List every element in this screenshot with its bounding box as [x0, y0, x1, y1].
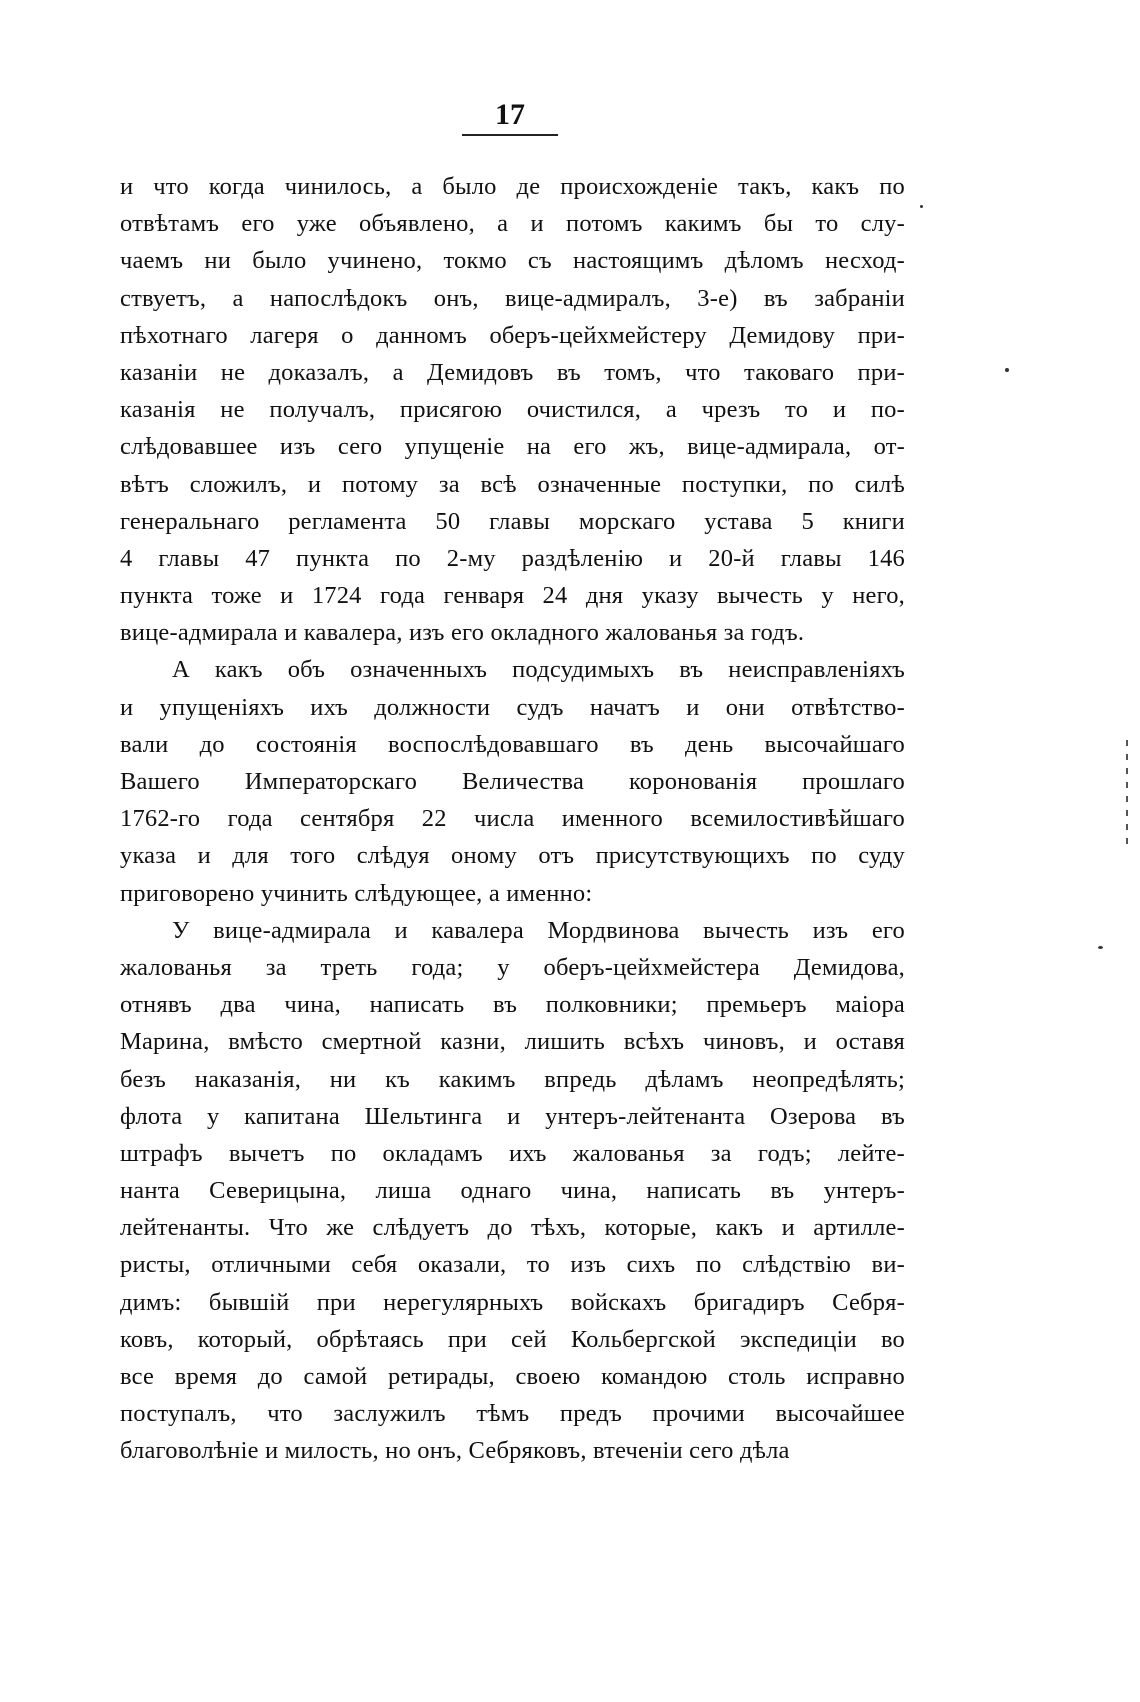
text-line: казанія не получалъ, присягою очистился, а чрезъ то и по-: [120, 396, 905, 424]
text-line: У вице-адмирала и кавалера Мордвинова вычесть изъ его: [172, 916, 905, 944]
text-line: и что когда чинилось, а было де происхожденіе такъ, какъ по: [120, 173, 905, 200]
text-line: приговорено учинить слѣдующее, а именно:: [120, 879, 593, 907]
scan-edge-marks: [1126, 740, 1128, 850]
text-line: Вашего Императорскаго Величества коронованія прошлаго: [120, 768, 905, 795]
text-line: лейтенанты. Что же слѣдуетъ до тѣхъ, которые, какъ и артилле-: [120, 1214, 905, 1242]
page-number: 17: [495, 98, 525, 131]
text-line: пѣхотнаго лагеря о данномъ оберъ-цейхмейстеру Демидову при-: [120, 321, 905, 349]
text-line: жалованья за треть года; у оберъ-цейхмейстера Демидова,: [120, 953, 905, 981]
text-line: А какъ объ означенныхъ подсудимыхъ въ неисправленіяхъ: [172, 656, 905, 684]
text-line: отнявъ два чина, написать въ полковники; премьеръ маіора: [120, 991, 905, 1019]
text-line: казаніи не доказалъ, а Демидовъ въ томъ, что таковаго при-: [120, 358, 905, 386]
text-line: нанта Северицына, лиша однаго чина, написать въ унтеръ-: [120, 1177, 905, 1205]
text-line: Марина, вмѣсто смертной казни, лишить всѣхъ чиновъ, и оставя: [120, 1028, 905, 1056]
text-line: ствуетъ, а напослѣдокъ онъ, вице-адмиралъ, 3-е) въ забраніи: [120, 284, 905, 312]
body-text: [120, 168, 905, 1470]
text-line: отвѣтамъ его уже объявлено, а и потомъ какимъ бы то слу-: [120, 210, 905, 238]
text-line: вице-адмирала и кавалера, изъ его окладного жалованья за годъ.: [120, 619, 805, 647]
text-line: штрафъ вычетъ по окладамъ ихъ жалованья за годъ; лейте-: [120, 1139, 905, 1167]
scan-speck: [1005, 368, 1009, 372]
text-line: димъ: бывшій при нерегулярныхъ войскахъ бригадиръ Себря-: [120, 1288, 905, 1316]
text-line: пункта тоже и 1724 года генваря 24 дня указу вычесть у него,: [120, 582, 905, 610]
scan-speck: [920, 205, 923, 208]
text-line: чаемъ ни было учинено, токмо съ настоящимъ дѣломъ несход-: [120, 247, 905, 275]
text-line: вѣтъ сложилъ, и потому за всѣ означенные поступки, по силѣ: [120, 470, 905, 498]
scan-speck: [1098, 946, 1103, 949]
page-number-rule: [462, 134, 558, 136]
text-line: безъ наказанія, ни къ какимъ впредь дѣламъ неопредѣлять;: [120, 1065, 905, 1093]
text-line: и упущеніяхъ ихъ должности судъ начатъ и они отвѣтство-: [120, 693, 905, 721]
text-line: все время до самой ретирады, своею командою столь исправно: [120, 1363, 905, 1390]
text-line: генеральнаго регламента 50 главы морскаго устава 5 книги: [120, 507, 905, 535]
text-line: ристы, отличными себя оказали, то изъ сихъ по слѣдствію ви-: [120, 1251, 905, 1279]
text-line: 4 главы 47 пункта по 2-му раздѣленію и 20-й главы 146: [120, 544, 905, 572]
text-line: благоволѣніе и милость, но онъ, Себряковъ, втеченіи сего дѣла: [120, 1437, 790, 1465]
text-line: флота у капитана Шельтинга и унтеръ-лейтенанта Озерова въ: [120, 1102, 905, 1130]
text-line: слѣдовавшее изъ сего упущеніе на его жъ, вице-адмирала, от-: [120, 433, 905, 461]
text-line: вали до состоянія воспослѣдовавшаго въ день высочайшаго: [120, 730, 905, 758]
text-line: указа и для того слѣдуя оному отъ присутствующихъ по суду: [120, 842, 905, 870]
text-line: ковъ, который, обрѣтаясь при сей Кольбергской экспедиціи во: [120, 1325, 905, 1353]
text-line: поступалъ, что заслужилъ тѣмъ предъ прочими высочайшее: [120, 1400, 905, 1428]
text-line: 1762-го года сентября 22 числа именного всемилостивѣйшаго: [120, 805, 905, 833]
